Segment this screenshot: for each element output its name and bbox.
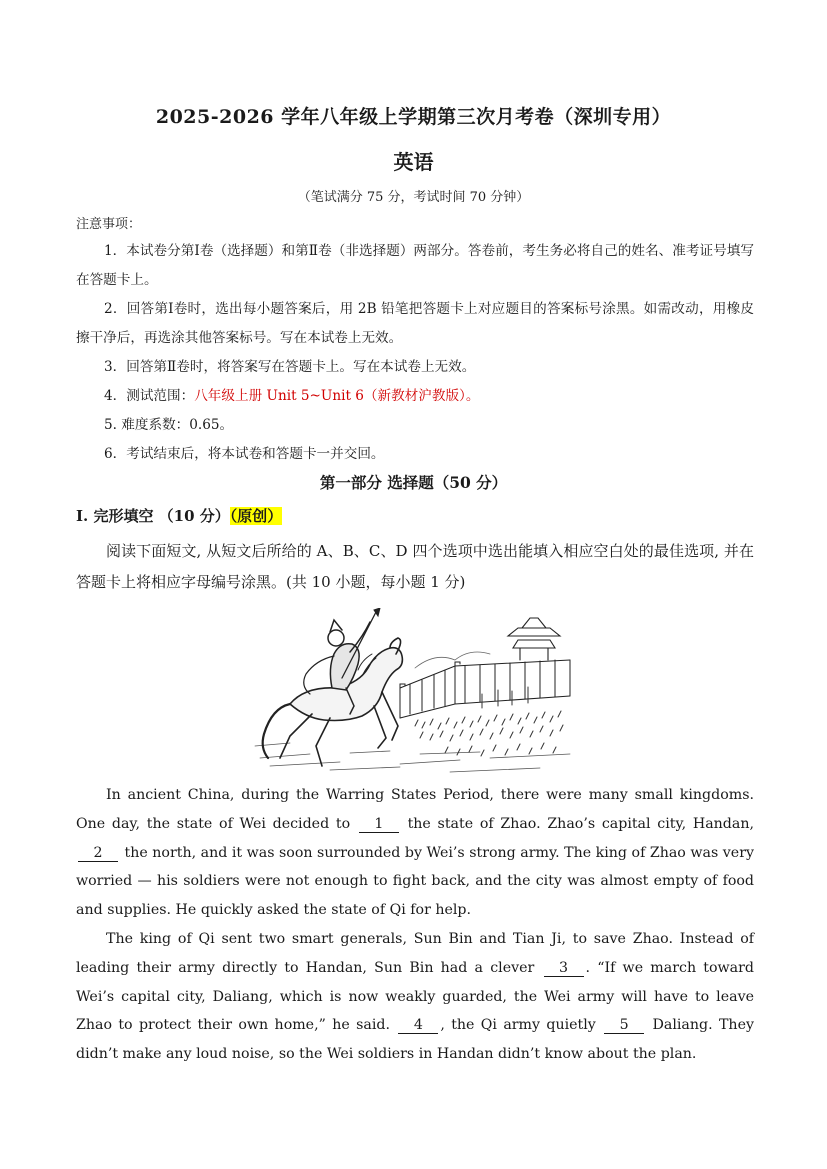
passage-text: . “If we march toward Wei’s capital city, Daliang, which is now weakly guarded, the Wei army will have to leave Zhao to protect their own home,” he said. [76, 959, 754, 1034]
passage-text: The king of Qi sent two smart generals, Sun Bin and Tian Ji, to save Zhao. Instead of leading their army directly to Handan, Sun Bin had a clever [76, 930, 754, 976]
page-title: 2025-2026 学年八年级上学期第三次月考卷（深圳专用） [155, 106, 672, 128]
subject-heading: 英语 [393, 150, 434, 174]
notice-item-4 [76, 382, 754, 411]
blank-1: 1 [359, 816, 399, 833]
exam-info: （笔试满分 75 分，考试时间 70 分钟） [297, 190, 530, 205]
city-wall-drawing [400, 660, 570, 718]
part-title: 第一部分 选择题（50 分） [319, 473, 508, 492]
passage-text: the state of Zhao. Zhao’s capital city, Handan, [407, 815, 754, 832]
blank-2: 2 [78, 845, 118, 862]
cloze-passage [76, 781, 754, 1069]
notice-item-6: 6．考试结束后，将本试卷和答题卡一并交回。 [104, 446, 385, 462]
passage-text: In ancient China, during the Warring States Period, there were many small kingdoms. One day, the state of Wei decided to [76, 787, 754, 832]
passage-text: Daliang. They didn’t make any loud noise, so the Wei soldiers in Handan didn’t know about the plan. [76, 1017, 754, 1063]
notice-list [76, 237, 754, 469]
section-directions: 阅读下面短文, 从短文后所给的 A、B、C、D 四个选项中选出能填入相应空白处的最佳选项, 并在答题卡上将相应字母编号涂黑。(共 10 小题，每小题 1 分) [76, 542, 754, 591]
notice-heading: 注意事项： [76, 217, 142, 232]
notice-item-5: 5. 难度系数：0.65。 [104, 417, 234, 433]
blank-3: 3 [544, 960, 584, 977]
test-range: 八年级上册 Unit 5~Unit 6（新教材沪教版）。 [194, 388, 480, 404]
notice-item-1: 1．本试卷分第Ⅰ卷（选择题）和第Ⅱ卷（非选择题）两部分。答卷前，考生务必将自己的姓名、准考证号填写在答题卡上。 [76, 243, 754, 288]
ground-hatching [255, 743, 570, 772]
blank-5: 5 [604, 1017, 644, 1034]
section-label: I. 完形填空 （10 分） [76, 507, 230, 525]
passage-paragraph-1 [76, 781, 754, 925]
notice-item-2: 2．回答第Ⅰ卷时，选出每小题答案后，用 2B 铅笔把答题卡上对应题目的答案标号涂黑。如需改动，用橡皮擦干净后，再选涂其他答案标号。写在本试卷上无效。 [76, 301, 754, 346]
section-heading [76, 505, 282, 526]
passage-paragraph-2 [76, 925, 754, 1069]
passage-text: the north, and it was soon surrounded by Wei’s strong army. The king of Zhao was very worried — his soldiers were not enough to fight back, and the city was almost empty of food and supplies. He quickly asked the state of Qi for help. [76, 844, 754, 919]
blank-4: 4 [398, 1017, 438, 1034]
army-marks [415, 687, 563, 756]
notice-item-4-prefix: 4．测试范围： [104, 388, 195, 404]
original-tag: （原创） [229, 507, 283, 525]
gate-tower-drawing [508, 618, 560, 660]
notice-item-3: 3．回答第Ⅱ卷时，将答案写在答题卡上。写在本试卷上无效。 [104, 359, 476, 375]
passage-text: , the Qi army quietly [440, 1017, 596, 1034]
general-on-horse-illustration [250, 608, 576, 774]
